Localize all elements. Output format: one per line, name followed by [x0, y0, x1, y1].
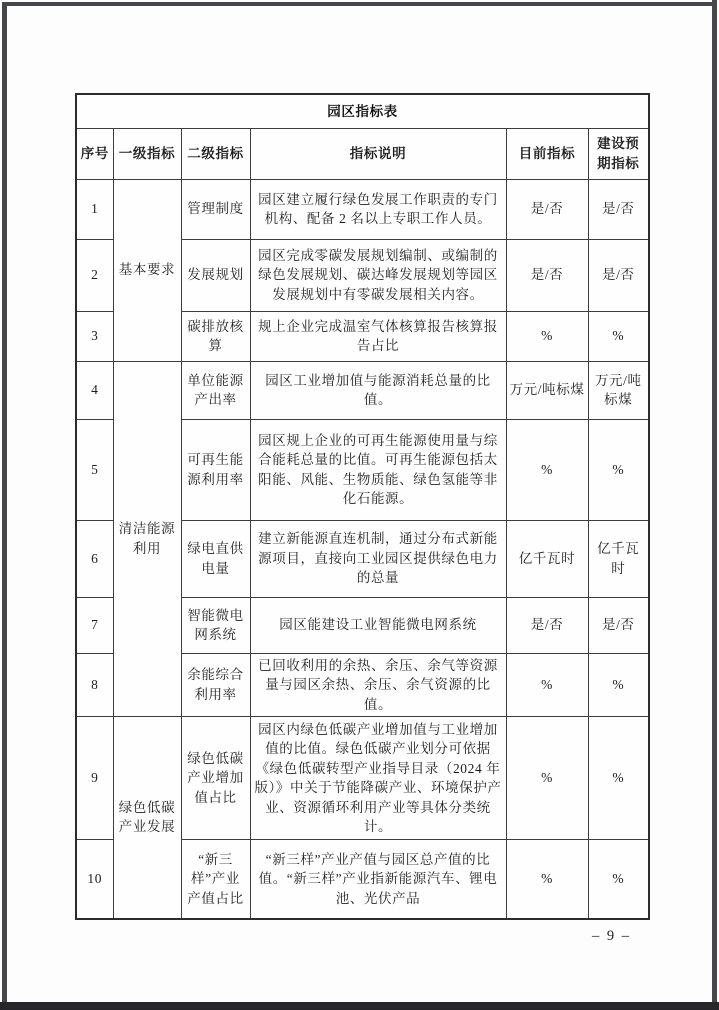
row-number-cell: 2: [76, 239, 113, 311]
description-cell: 园区能建设工业智能微电网系统: [250, 597, 506, 653]
header-indicator-description: 指标说明: [250, 128, 506, 179]
header-primary-indicator: 一级指标: [113, 128, 181, 179]
secondary-indicator-cell: 发展规划: [181, 239, 250, 311]
row-number-cell: 9: [76, 717, 113, 840]
row-number-cell: 8: [76, 653, 113, 717]
row-number-cell: 5: [76, 419, 113, 520]
table-row: [76, 179, 649, 239]
scan-edge-right: [712, 0, 717, 1010]
expected-value-cell: 是/否: [588, 597, 649, 653]
primary-indicator-cell: 基本要求: [113, 179, 181, 361]
description-cell: 园区完成零碳发展规划编制、或编制的绿色发展规划、碳达峰发展规划等园区发展规划中有零碳发展相关内容。: [250, 239, 506, 311]
row-number-cell: 3: [76, 311, 113, 361]
current-value-cell: 万元/吨标煤: [506, 361, 588, 419]
expected-value-cell: %: [588, 653, 649, 717]
current-value-cell: %: [506, 419, 588, 520]
secondary-indicator-cell: 碳排放核算: [181, 311, 250, 361]
header-row-number: 序号: [76, 128, 113, 179]
description-cell: 园区内绿色低碳产业增加值与工业增加值的比值。绿色低碳产业划分可依据《绿色低碳转型产业指导目录（2024 年版）》中关于节能降碳产业、环境保护产业、资源循环利用产业等具体分类统计。: [250, 717, 506, 840]
expected-value-cell: %: [588, 419, 649, 520]
current-value-cell: 是/否: [506, 597, 588, 653]
secondary-indicator-cell: 绿电直供电量: [181, 520, 250, 597]
expected-value-cell: 亿千瓦时: [588, 520, 649, 597]
row-number-cell: 4: [76, 361, 113, 419]
description-cell: 园区建立履行绿色发展工作职责的专门机构、配备 2 名以上专职工作人员。: [250, 179, 506, 239]
table-row: [76, 717, 649, 840]
secondary-indicator-cell: 智能微电网系统: [181, 597, 250, 653]
primary-indicator-cell: 清洁能源利用: [113, 361, 181, 717]
current-value-cell: %: [506, 840, 588, 919]
expected-value-cell: 是/否: [588, 239, 649, 311]
description-cell: 建立新能源直连机制，通过分布式新能源项目，直接向工业园区提供绿色电力的总量: [250, 520, 506, 597]
secondary-indicator-cell: 绿色低碳产业增加值占比: [181, 717, 250, 840]
scan-edge-bottom: [0, 1002, 719, 1010]
indicator-table: [75, 93, 650, 920]
header-expected-indicator: 建设预期指标: [588, 128, 649, 179]
row-number-cell: 7: [76, 597, 113, 653]
description-cell: 园区规上企业的可再生能源使用量与综合能耗总量的比值。可再生能源包括太阳能、风能、生物质能、绿色氢能等非化石能源。: [250, 419, 506, 520]
page-number: – 9 –: [592, 928, 631, 944]
current-value-cell: 亿千瓦时: [506, 520, 588, 597]
header-secondary-indicator: 二级指标: [181, 128, 250, 179]
current-value-cell: 是/否: [506, 179, 588, 239]
row-number-cell: 6: [76, 520, 113, 597]
row-number-cell: 1: [76, 179, 113, 239]
expected-value-cell: 是/否: [588, 179, 649, 239]
table-row: [76, 361, 649, 419]
header-current-indicator: 目前指标: [506, 128, 588, 179]
scan-edge-top: [2, 2, 717, 6]
expected-value-cell: %: [588, 311, 649, 361]
current-value-cell: %: [506, 653, 588, 717]
description-cell: 园区工业增加值与能源消耗总量的比值。: [250, 361, 506, 419]
current-value-cell: %: [506, 311, 588, 361]
secondary-indicator-cell: 余能综合利用率: [181, 653, 250, 717]
description-cell: “新三样”产业产值与园区总产值的比值。“新三样”产业指新能源汽车、锂电池、光伏产品: [250, 840, 506, 919]
scan-edge-left: [2, 2, 7, 1008]
description-cell: 规上企业完成温室气体核算报告核算报告占比: [250, 311, 506, 361]
current-value-cell: %: [506, 717, 588, 840]
secondary-indicator-cell: 可再生能源利用率: [181, 419, 250, 520]
secondary-indicator-cell: “新三样”产业产值占比: [181, 840, 250, 919]
description-cell: 已回收利用的余热、余压、余气等资源量与园区余热、余压、余气资源的比值。: [250, 653, 506, 717]
row-number-cell: 10: [76, 840, 113, 919]
table-title: 园区指标表: [76, 94, 649, 128]
expected-value-cell: 万元/吨标煤: [588, 361, 649, 419]
secondary-indicator-cell: 单位能源产出率: [181, 361, 250, 419]
expected-value-cell: %: [588, 717, 649, 840]
secondary-indicator-cell: 管理制度: [181, 179, 250, 239]
expected-value-cell: %: [588, 840, 649, 919]
primary-indicator-cell: 绿色低碳产业发展: [113, 717, 181, 919]
current-value-cell: 是/否: [506, 239, 588, 311]
